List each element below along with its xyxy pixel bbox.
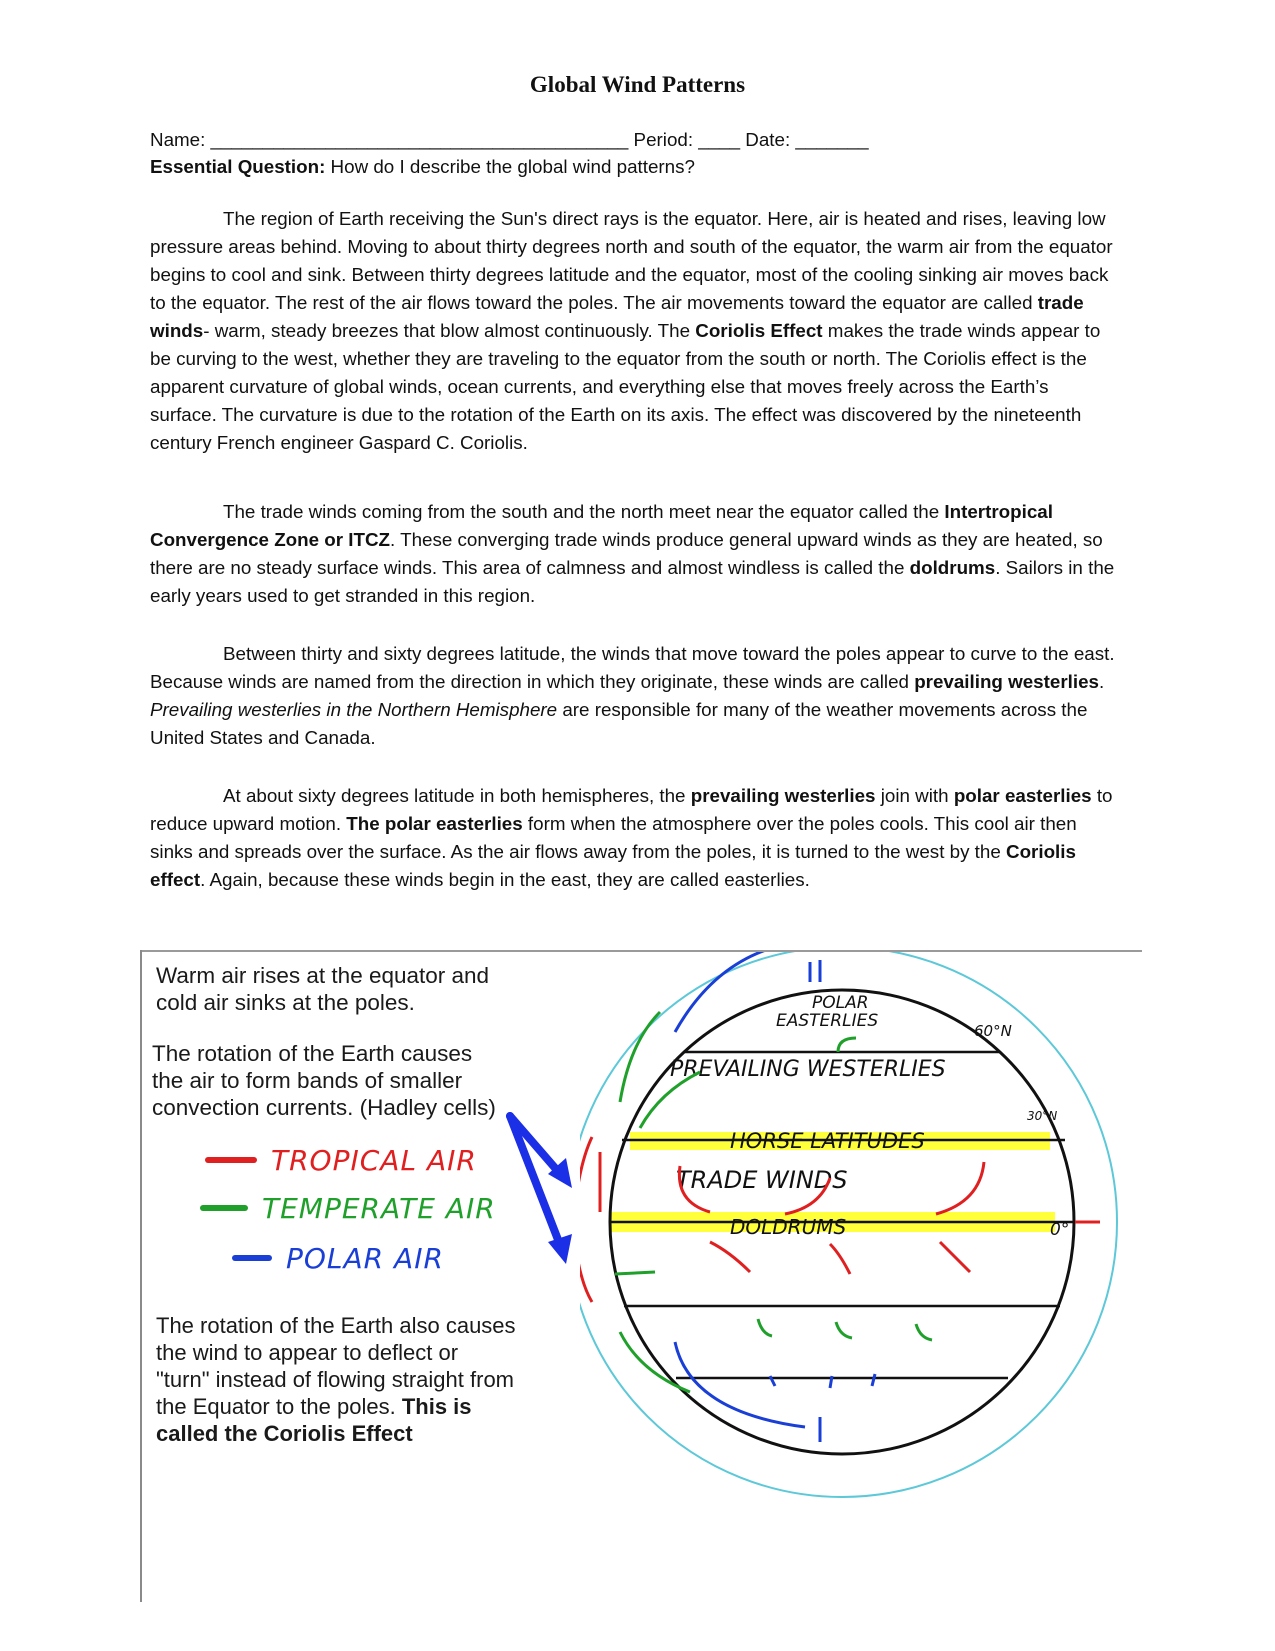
green-arrow-3	[916, 1324, 932, 1340]
caption2-line3: convection currents. (Hadley cells)	[152, 1095, 496, 1120]
legend-label-polar: POLAR AIR	[286, 1241, 444, 1275]
p3-text-c: .	[1098, 671, 1105, 692]
legend-label-temperate: TEMPERATE AIR	[262, 1191, 496, 1225]
label-0deg: 0°	[1050, 1220, 1070, 1240]
green-arrow-1	[758, 1319, 772, 1336]
paragraph-westerlies	[150, 640, 1115, 752]
pointer-arrowhead-lower	[548, 1234, 572, 1264]
caption3-line3: "turn" instead of flowing straight from	[156, 1367, 515, 1392]
label-60n: 60°N	[974, 1022, 1012, 1040]
caption3-line4a: the Equator to the poles.	[156, 1394, 402, 1419]
p1-text-a: The region of Earth receiving the Sun's direct rays is the equator. Here, air is heated and rises, leaving low pressure areas behind. Moving to about thirty degrees north and south of the equator, the warm air from the equator begins to cool and sink. Between thirty degrees latitude and the equator, most of the cooling sinking air moves back to the equator. The rest of the air flows toward the poles. The air movements toward the equator are called	[150, 208, 1113, 313]
label-easterlies: EASTERLIES	[776, 1011, 879, 1031]
legend-line-blue	[232, 1255, 272, 1261]
p4-text-a: At about sixty degrees latitude in both hemispheres, the	[223, 785, 691, 806]
globe-svg	[580, 952, 1150, 1512]
caption3-line1: The rotation of the Earth also causes	[156, 1313, 516, 1338]
paragraph-equator	[150, 205, 1115, 457]
globe-diagram	[580, 952, 1150, 1512]
p3-italic: Prevailing westerlies in the Northern Hemisphere	[150, 699, 558, 720]
green-arrow-2	[836, 1322, 852, 1338]
p1-text-d: makes the trade winds appear to be curving to the west, whether they are traveling to the equator from the south or north. The Coriolis effect is the apparent curvature of global winds, ocean currents, and everything else that moves freely across the Earth’s surface. The curvature is due to the rotation of the Earth on its axis. The effect was discovered by the nineteenth century French engineer Gaspard C. Coriolis.	[150, 320, 1101, 453]
label-trade-winds: TRADE WINDS	[676, 1166, 848, 1194]
label-doldrums: DOLDRUMS	[730, 1215, 847, 1239]
legend-polar	[232, 1240, 444, 1276]
legend-tropical	[205, 1142, 477, 1178]
term-coriolis-effect-2: Coriolis effect	[150, 841, 1076, 890]
pointer-arrow-lower	[510, 1116, 562, 1250]
legend-line-green	[200, 1205, 248, 1211]
p3-text-a: Between thirty and sixty degrees latitude, the winds that move toward the poles appear to curve to the east. Because winds are named from the direction in which they originate, these winds are called	[150, 643, 1115, 692]
label-prevailing-westerlies: PREVAILING WESTERLIES	[670, 1057, 946, 1082]
term-doldrums: doldrums	[909, 557, 996, 578]
caption3-line5: called the Coriolis Effect	[156, 1421, 413, 1446]
p2-text-a: The trade winds coming from the south and the north meet near the equator called the	[223, 501, 945, 522]
green-arrow-s	[615, 1272, 655, 1274]
caption1-line1: Warm air rises at the equator and	[156, 963, 490, 988]
red-arrow-s-3	[940, 1242, 970, 1272]
essential-question-text: How do I describe the global wind patterns?	[325, 156, 695, 177]
legend-line-red	[205, 1157, 257, 1163]
p1-text-c: - warm, steady breezes that blow almost continuously. The	[203, 320, 696, 341]
p2-text-d: . Sailors in the early years used to get stranded in this region.	[150, 557, 1115, 606]
diagram-caption-warm-air	[156, 962, 489, 1016]
green-arrow-sw	[620, 1332, 690, 1392]
p3-text-d: are responsible for many of the weather movements across the United States and Canada.	[150, 699, 1088, 748]
caption2-line2: the air to form bands of smaller	[152, 1068, 463, 1093]
diagram-caption-coriolis	[156, 1312, 516, 1447]
p4-text-d: to reduce upward motion.	[150, 785, 1113, 834]
diagram-border-left	[140, 950, 142, 1602]
p4-text-e: form when the atmosphere over the poles cools. This cool air then sinks and spreads over the surface. As the air flows away from the poles, it is turned to the west by the	[150, 813, 1077, 862]
p2-text-c: . These converging trade winds produce general upward winds as they are heated, so there are no steady surface winds. This area of calmness and almost windless is called the	[150, 529, 1103, 578]
legend-label-tropical: TROPICAL AIR	[271, 1143, 477, 1177]
caption3-line4b: This is	[401, 1394, 472, 1419]
red-arrow-s-1	[710, 1242, 750, 1272]
term-the-polar-easterlies: The polar easterlies	[346, 813, 523, 834]
essential-question-label: Essential Question:	[150, 156, 326, 177]
label-30n: 30°N	[1027, 1109, 1058, 1123]
label-polar: POLAR	[812, 993, 869, 1013]
term-coriolis-effect: Coriolis Effect	[695, 320, 823, 341]
term-trade-winds: trade winds	[150, 292, 1084, 341]
term-itcz: Intertropical Convergence Zone or ITCZ	[150, 501, 1053, 550]
red-arrow-w-up	[580, 1137, 592, 1207]
p4-text-f: . Again, because these winds begin in the east, they are called easterlies.	[200, 869, 810, 890]
paragraph-itcz	[150, 498, 1115, 610]
legend-temperate	[200, 1190, 496, 1226]
caption2-line1: The rotation of the Earth causes	[152, 1041, 473, 1066]
caption3-line4	[156, 1393, 516, 1420]
term-prevailing-westerlies: prevailing westerlies	[914, 671, 1099, 692]
caption3-line2: the wind to appear to deflect or	[156, 1340, 459, 1365]
essential-question	[150, 153, 1150, 180]
term-prevailing-westerlies-2: prevailing westerlies	[690, 785, 876, 806]
diagram-caption-hadley	[152, 1040, 496, 1121]
blue-arrow-s-small	[770, 1374, 875, 1388]
page-title: Global Wind Patterns	[529, 72, 746, 97]
p4-text-c: join with	[875, 785, 954, 806]
blue-arrow-sw	[675, 1342, 805, 1427]
red-arrow-w-down	[580, 1242, 592, 1302]
caption1-line2: cold air sinks at the poles.	[156, 990, 415, 1015]
label-horse-latitudes: HORSE LATITUDES	[730, 1129, 925, 1153]
red-arrow-trade-3	[936, 1162, 984, 1214]
name-period-date-line: Name: ________________________________________ Period: ____ Date: _______	[150, 129, 869, 150]
paragraph-polar-easterlies	[150, 782, 1115, 894]
green-arrow-mid	[838, 1038, 856, 1052]
term-polar-easterlies: polar easterlies	[953, 785, 1092, 806]
red-arrow-s-2	[830, 1244, 850, 1274]
